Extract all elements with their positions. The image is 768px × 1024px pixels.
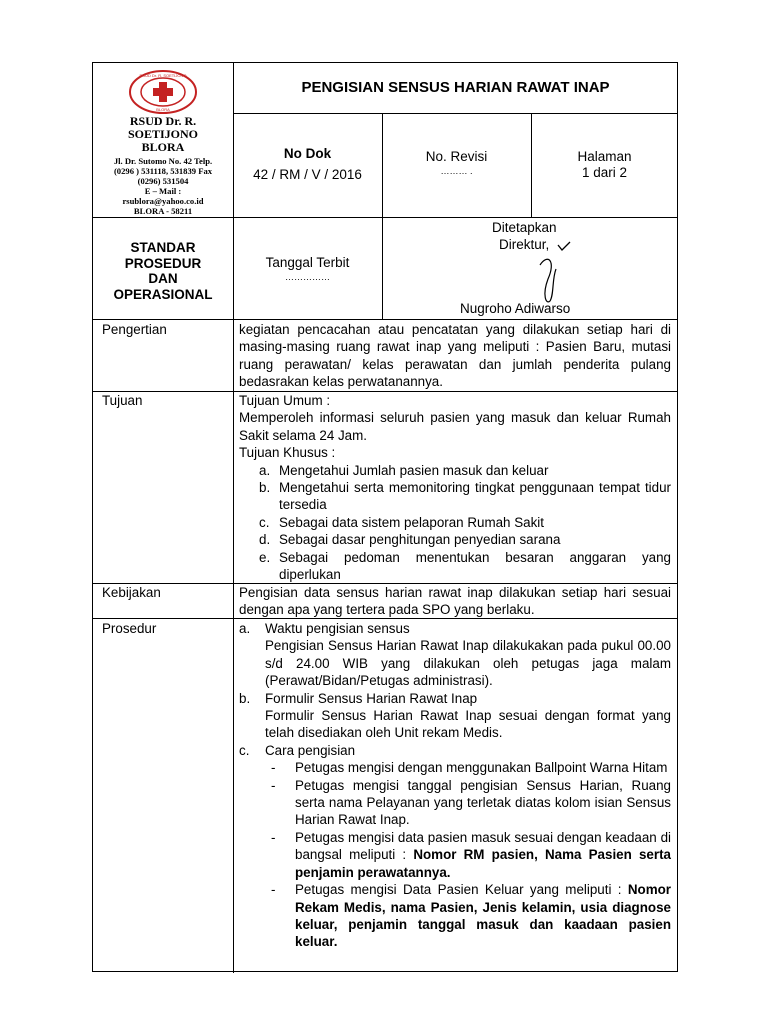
list-marker: c.: [259, 514, 270, 530]
tujuan-umum-text: Memperoleh informasi seluruh pasien yang masuk dan keluar Rumah Sakit selama 24 Jam.: [239, 410, 671, 443]
hospital-logo: [127, 69, 199, 115]
address-line-1: Jl. Dr. Sutomo No. 42 Telp.: [113, 156, 213, 166]
hospital-name-line-1: RSUD Dr. R.: [129, 114, 197, 128]
tujuan-label: Tujuan: [102, 393, 143, 408]
list-marker: b.: [259, 480, 271, 496]
list-item-text: Sebagai pedoman menentukan besaran anggaran yang diperlukan: [279, 549, 671, 583]
spo-line-3: DAN: [148, 271, 178, 286]
kebijakan-label: Kebijakan: [102, 585, 161, 600]
list-marker: b.: [239, 690, 251, 706]
list-marker: c.: [239, 742, 250, 758]
dash-marker: -: [271, 760, 276, 776]
list-item: [265, 829, 671, 881]
prosedur-c2-text: Petugas mengisi tanggal pengisian Sensus Harian, Ruang serta nama Pelayanan yang terletak diatas kolom isian Sensus Harian Rawat Inap.: [295, 777, 671, 828]
list-item: [259, 462, 671, 479]
svg-text:RSUD Dr. R. SOETIJONO: RSUD Dr. R. SOETIJONO: [139, 73, 187, 78]
list-item: [259, 531, 671, 548]
city-postcode: BLORA - 58211: [133, 206, 193, 216]
list-item-text: Mengetahui serta memonitoring tingkat penggunaan tempat tidur tersedia: [279, 480, 671, 513]
kebijakan-text: Pengisian data sensus harian rawat inap dilakukan setiap hari sesuai dengan apa yang tertera pada SPO yang berlaku.: [239, 585, 671, 618]
document-title: PENGISIAN SENSUS HARIAN RAWAT INAP: [301, 79, 610, 96]
prosedur-c4: [295, 881, 671, 951]
prosedur-b-title: Formulir Sensus Harian Rawat Inap: [265, 690, 478, 706]
list-item: [265, 777, 671, 829]
prosedur-c4-text: Petugas mengisi Data Pasien Keluar yang meliputi :: [295, 882, 628, 898]
list-item: [259, 479, 671, 514]
dash-marker: -: [271, 829, 276, 845]
header-bottom-divider: [93, 319, 678, 320]
left-column-divider: [233, 63, 234, 973]
tujuan-khusus-list: [239, 462, 671, 584]
prosedur-item-a: [239, 620, 671, 690]
prosedur-item-b: [239, 690, 671, 742]
prosedur-c3-bold: Nomor RM pasien, Nama Pasien serta penjamin perawatannya.: [295, 847, 671, 880]
dash-marker: -: [271, 882, 276, 898]
address-line-2: (0296 ) 531118, 531839 Fax: [113, 166, 213, 176]
dash-marker: -: [271, 777, 276, 793]
ditetapkan-label: Ditetapkan: [492, 220, 557, 235]
list-item: [259, 514, 671, 531]
spo-line-1: STANDAR: [130, 240, 196, 255]
prosedur-b-text: Formulir Sensus Harian Rawat Inap sesuai dengan format yang telah disediakan oleh Unit rekam Medis.: [265, 708, 671, 741]
hospital-box: [93, 63, 233, 217]
director-signature: [532, 239, 602, 309]
hospital-name-line-2: SOETIJONO: [127, 127, 199, 141]
list-item-text: Sebagai dasar penghitungan penyedian sarana: [279, 532, 561, 548]
pengertian-label: Pengertian: [102, 322, 167, 337]
list-marker: a.: [259, 462, 271, 478]
prosedur-c1-text: Petugas mengisi dengan menggunakan Ballpoint Warna Hitam: [295, 760, 668, 776]
tanggal-terbit-value: ……………: [285, 272, 330, 282]
prosedur-c4-bold: Nomor Rekam Medis, nama Pasien, Jenis kelamin, usia diagnose keluar, penjamin tanggal masuk dan kaadaan pasien keluar.: [295, 882, 671, 950]
prosedur-label: Prosedur: [102, 621, 157, 636]
svg-text:BLORA: BLORA: [156, 107, 170, 112]
list-item: [265, 881, 671, 951]
pengertian-text: kegiatan pencacahan atau pencatatan yang dilakukan setiap hari di masing-masing ruang rawat inap yang meliputi : Pasien Baru, mutasi ruang perawatan/ kelas perawatan dan jumlah penderita pulang bedasrakan kelas perwatanannya.: [239, 322, 671, 390]
title-row-divider: [233, 113, 678, 114]
list-item-text: Mengetahui Jumlah pasien masuk dan keluar: [279, 462, 549, 478]
list-marker: d.: [259, 532, 271, 548]
director-name: Nugroho Adiwarso: [460, 301, 571, 316]
prosedur-c3-text: Petugas mengisi data pasien masuk sesuai dengan keadaan di bangsal meliputi :: [295, 829, 671, 863]
tujuan-khusus-label: Tujuan Khusus :: [239, 445, 336, 461]
prosedur-a-title: Waktu pengisian sensus: [265, 621, 410, 636]
list-marker: a.: [239, 621, 251, 636]
email-address: rsublora@yahoo.co.id: [122, 196, 204, 206]
address-line-3: (0296) 531504: [137, 176, 189, 186]
prosedur-content: [239, 620, 671, 951]
tanggal-terbit-label: Tanggal Terbit: [265, 255, 350, 270]
hospital-name-line-3: BLORA: [141, 140, 185, 154]
no-dok-label: No Dok: [283, 146, 332, 161]
approval-box: [382, 217, 678, 319]
prosedur-a-text: Pengisian Sensus Harian Rawat Inap dilakukakan pada pukul 00.00 s/d 24.00 WIB yang dilakukan oleh petugas jaga malam (Perawat/Bidan/Petugas administrasi).: [265, 638, 671, 689]
revisi-value: ……… .: [440, 166, 473, 176]
revisi-label: No. Revisi: [425, 149, 488, 164]
halaman-value: 1 dari 2: [581, 165, 628, 180]
tujuan-umum-label: Tujuan Umum :: [239, 393, 331, 408]
email-label: E – Mail :: [144, 186, 182, 196]
list-item-text: Sebagai data sistem pelaporan Rumah Sakit: [279, 514, 544, 530]
tujuan-content: [239, 392, 671, 583]
no-dok-value: 42 / RM / V / 2016: [253, 167, 362, 182]
halaman-label: Halaman: [577, 149, 632, 164]
sop-document: [92, 62, 678, 972]
list-item: [259, 549, 671, 584]
spo-line-2: PROSEDUR: [124, 255, 202, 271]
prosedur-c-title: Cara pengisian: [265, 742, 356, 758]
list-marker: e.: [259, 549, 271, 565]
spo-line-4: OPERASIONAL: [113, 286, 213, 302]
prosedur-item-c: [239, 742, 671, 951]
list-item: [265, 759, 671, 776]
direktur-label: Direktur,: [499, 237, 550, 252]
spo-label: [93, 240, 233, 302]
hospital-box-divider: [93, 217, 233, 218]
prosedur-c3: [295, 829, 671, 881]
